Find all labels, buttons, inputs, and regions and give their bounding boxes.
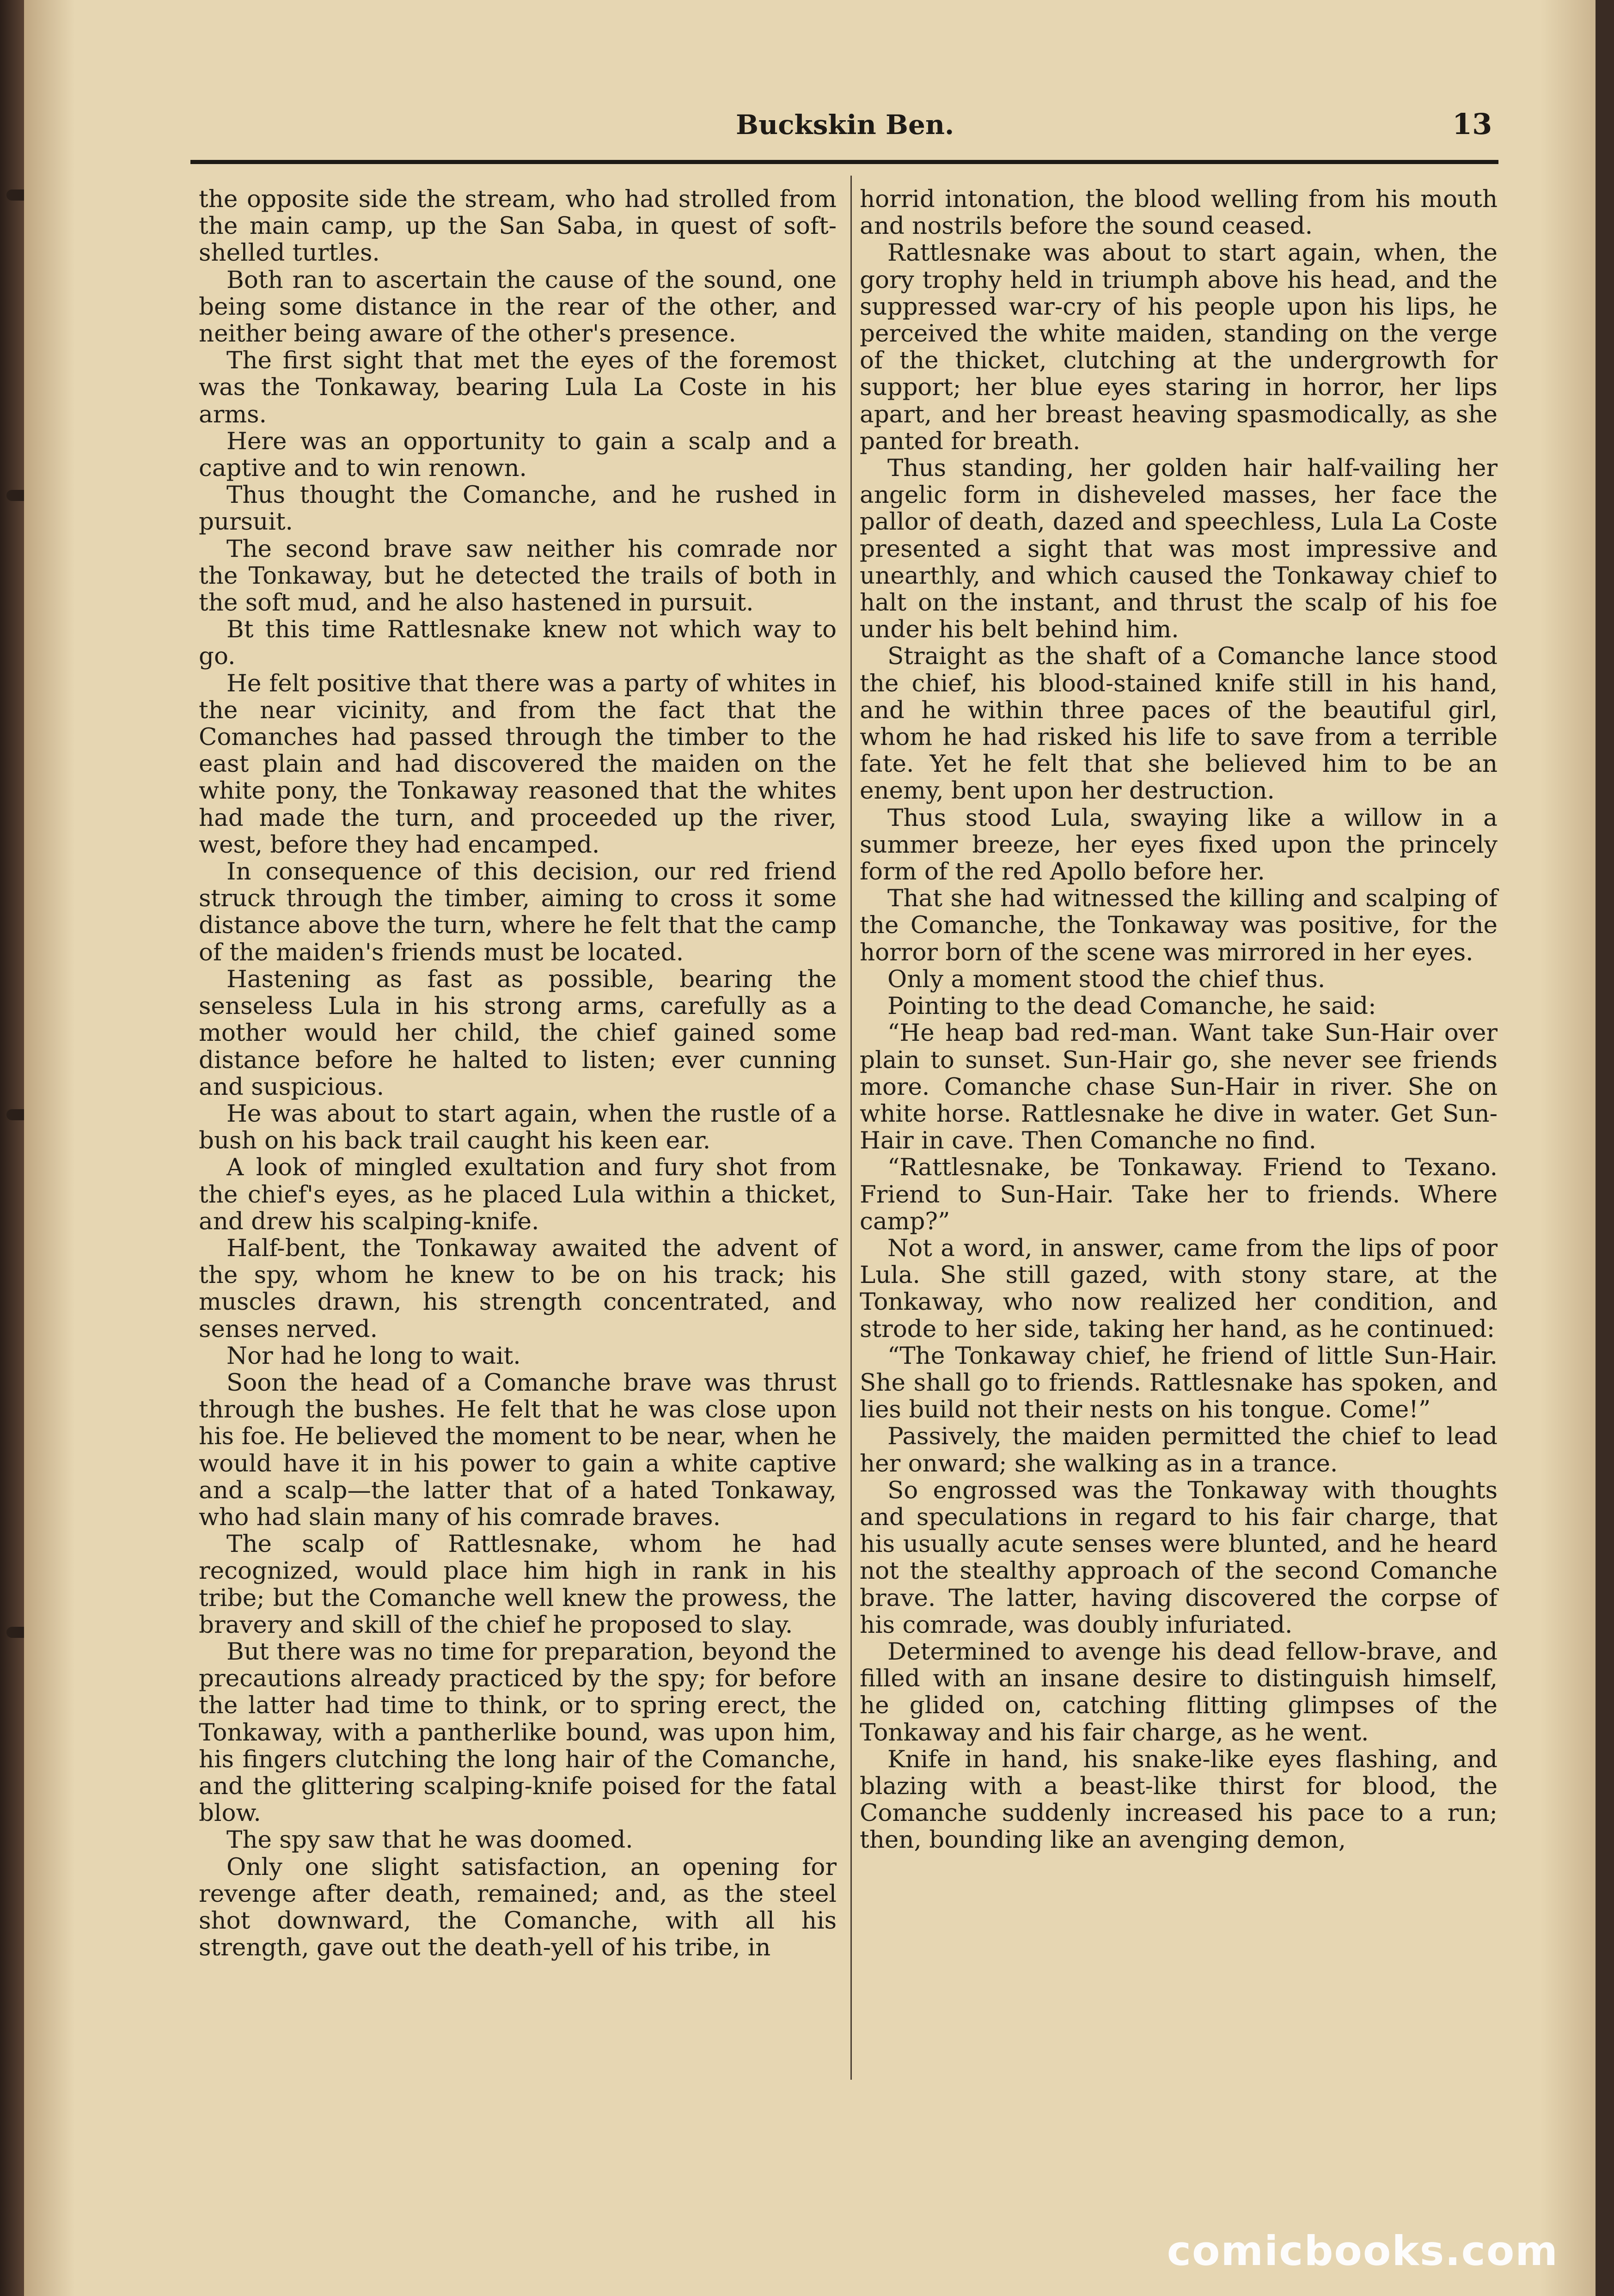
paragraph: The scalp of Rattlesnake, whom he had recognized, would place him high in rank in his tribe; but the Comanche well knew the prowess, the bravery and skill of the chief he proposed to slay. xyxy=(199,1530,837,1639)
column-divider xyxy=(850,176,852,2080)
paragraph: Both ran to ascertain the cause of the sound, one being some distance in the rear of the other, and neither being aware of the other's presence. xyxy=(199,266,837,348)
paragraph: The second brave saw neither his comrade nor the Tonkaway, but he detected the trails of both in the soft mud, and he also hastened in pursuit. xyxy=(199,535,837,617)
paragraph: Rattlesnake was about to start again, when, the gory trophy held in triumph above his head, and the suppressed war-cry of his people upon his lips, he perceived the white maiden, standing on the verge of the thicket, clutching at the undergrowth for support; her blue eyes staring in horror, her lips apart, and her breast heaving spasmodically, as she panted for breath. xyxy=(860,239,1498,455)
paragraph: Determined to avenge his dead fellow-brave, and filled with an insane desire to distinguish himself, he glided on, catching flitting glimpses of the Tonkaway and his fair charge, as he went. xyxy=(860,1637,1498,1746)
running-head-title: Buckskin Ben. xyxy=(736,109,954,140)
book-page xyxy=(24,0,1596,2296)
page-number: 13 xyxy=(1452,107,1492,141)
paragraph: Not a word, in answer, came from the lips of poor Lula. She still gazed, with stony stare, at the Tonkaway, who now realized her condition, and strode to her side, taking her hand, as he continued: xyxy=(860,1234,1498,1343)
paragraph: horrid intonation, the blood welling from his mouth and nostrils before the sound ceased. xyxy=(860,185,1498,240)
right-text-column xyxy=(860,186,1498,1854)
paragraph: Here was an opportunity to gain a scalp and a captive and to win renown. xyxy=(199,427,837,482)
paragraph: That she had witnessed the killing and scalping of the Comanche, the Tonkaway was positive, for the horror born of the scene was mirrored in her eyes. xyxy=(860,885,1498,966)
paragraph: In consequence of this decision, our red friend struck through the timber, aiming to cross it some distance above the turn, where he felt that the camp of the maiden's friends must be located. xyxy=(199,858,837,966)
paragraph: A look of mingled exultation and fury shot from the chief's eyes, as he placed Lula within a thicket, and drew his scalping-knife. xyxy=(199,1154,837,1235)
paragraph: But there was no time for preparation, beyond the precautions already practiced by the spy; for before the latter had time to think, or to spring erect, the Tonkaway, with a pantherlike bound, was upon him, his fingers clutching the long hair of the Comanche, and the glittering scalping-knife poised for the fatal blow. xyxy=(199,1637,837,1827)
book-binding-edge xyxy=(0,0,24,2296)
paragraph: Half-bent, the Tonkaway awaited the advent of the spy, whom he knew to be on his track; his muscles drawn, his strength concentrated, and senses nerved. xyxy=(199,1234,837,1343)
paragraph: “Rattlesnake, be Tonkaway. Friend to Texano. Friend to Sun-Hair. Take her to friends. Where camp?” xyxy=(860,1154,1498,1235)
paragraph: Straight as the shaft of a Comanche lance stood the chief, his blood-stained knife still in his hand, and he within three paces of the beautiful girl, whom he had risked his life to save from a terrible fate. Yet he felt that she believed him to be an enemy, bent upon her destruction. xyxy=(860,642,1498,805)
paragraph: Bt this time Rattlesnake knew not which way to go. xyxy=(199,616,837,671)
paragraph: He felt positive that there was a party of whites in the near vicinity, and from the fact that the Comanches had passed through the timber to the east plain and had discovered the maiden on the white pony, the Tonkaway reasoned that the whites had made the turn, and proceeded up the river, west, before they had encamped. xyxy=(199,669,837,859)
paragraph: Thus stood Lula, swaying like a willow in a summer breeze, her eyes fixed upon the princely form of the red Apollo before her. xyxy=(860,804,1498,886)
header-rule xyxy=(190,160,1498,164)
paragraph: Hastening as fast as possible, bearing the senseless Lula in his strong arms, carefully as a mother would her child, the chief gained some distance before he halted to listen; ever cunning and suspicious. xyxy=(199,965,837,1101)
paragraph: Only one slight satisfaction, an opening for revenge after death, remained; and, as the steel shot downward, the Comanche, with all his strength, gave out the death-yell of his tribe, in xyxy=(199,1853,837,1962)
paragraph: Knife in hand, his snake-like eyes flashing, and blazing with a beast-like thirst for blood, the Comanche suddenly increased his pace to a run; then, bounding like an avenging demon, xyxy=(860,1745,1498,1854)
left-text-column xyxy=(199,186,837,1961)
paragraph: Pointing to the dead Comanche, he said: xyxy=(887,992,1376,1020)
paragraph: Thus thought the Comanche, and he rushed in pursuit. xyxy=(199,481,837,536)
paragraph: He was about to start again, when the rustle of a bush on his back trail caught his keen ear. xyxy=(199,1099,837,1155)
paragraph: Passively, the maiden permitted the chief to lead her onward; she walking as in a trance. xyxy=(860,1423,1498,1478)
paragraph: “He heap bad red-man. Want take Sun-Hair over plain to sunset. Sun-Hair go, she never see friends more. Comanche chase Sun-Hair in river. She on white horse. Rattlesnake he dive in water. Get Sun-Hair in cave. Then Comanche no find. xyxy=(860,1019,1498,1155)
paragraph: The first sight that met the eyes of the foremost was the Tonkaway, bearing Lula La Coste in his arms. xyxy=(199,347,837,428)
paragraph: Soon the head of a Comanche brave was thrust through the bushes. He felt that he was close upon his foe. He believed the moment to be near, when he would have it in his power to gain a white captive and a scalp—the latter that of a hated Tonkaway, who had slain many of his comrade braves. xyxy=(199,1368,837,1531)
paragraph: Thus standing, her golden hair half-vailing her angelic form in disheveled masses, her face the pallor of death, dazed and speechless, Lula La Coste presented a sight that was most impressive and unearthly, and which caused the Tonkaway chief to halt on the instant, and thrust the scalp of his foe under his belt behind him. xyxy=(860,454,1498,644)
paragraph: Nor had he long to wait. xyxy=(226,1342,521,1370)
paragraph: The spy saw that he was doomed. xyxy=(226,1826,633,1854)
paragraph: “The Tonkaway chief, he friend of little Sun-Hair. She shall go to friends. Rattlesnake has spoken, and lies build not their nests on his tongue. Come!” xyxy=(860,1342,1498,1424)
site-watermark: comicbooks.com xyxy=(1167,2227,1559,2275)
paragraph: the opposite side the stream, who had strolled from the main camp, up the San Saba, in quest of soft-shelled turtles. xyxy=(199,185,837,267)
paragraph: Only a moment stood the chief thus. xyxy=(887,965,1326,993)
paragraph: So engrossed was the Tonkaway with thoughts and speculations in regard to his fair charge, that his usually acute senses were blunted, and he heard not the stealthy approach of the second Comanche brave. The latter, having discovered the corpse of his comrade, was doubly infuriated. xyxy=(860,1476,1498,1639)
